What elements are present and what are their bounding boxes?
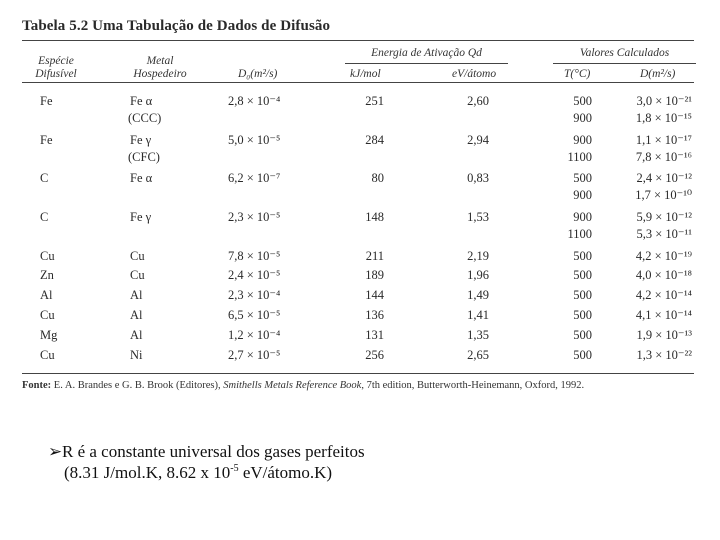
cell-ev-atomo: 2,60 (467, 94, 489, 108)
cell-ev-atomo: 1,53 (467, 210, 489, 224)
header-metal-l2: Hospedeiro (133, 68, 187, 80)
cell-metal-structure: (CCC) (128, 111, 162, 125)
cell-kj-mol: 144 (365, 288, 384, 302)
cell-diffusion: 4,2 × 10⁻¹⁴ (635, 288, 692, 302)
cell-temperature: 900 (573, 188, 592, 202)
header-especie-l2: Difusível (35, 68, 77, 80)
cell-kj-mol: 148 (365, 210, 384, 224)
cell-diffusion: 5,3 × 10⁻¹¹ (636, 227, 692, 241)
cell-diffusion: 1,1 × 10⁻¹⁷ (635, 133, 692, 147)
cell-ev-atomo: 1,35 (467, 328, 489, 342)
cell-diffusion: 1,7 × 10⁻¹⁰ (635, 188, 692, 202)
cell-especie: Cu (40, 348, 55, 362)
cell-especie: Mg (40, 328, 58, 342)
cell-kj-mol: 189 (365, 268, 384, 282)
cell-diffusion: 3,0 × 10⁻²¹ (636, 94, 692, 108)
cell-d0: 5,0 × 10⁻⁵ (228, 133, 281, 147)
cell-d0: 2,8 × 10⁻⁴ (228, 94, 281, 108)
cell-temperature: 500 (573, 348, 592, 362)
cell-metal: Cu (130, 268, 145, 282)
cell-metal: Cu (130, 249, 145, 263)
cell-ev-atomo: 2,19 (467, 249, 489, 263)
cell-ev-atomo: 1,41 (467, 308, 489, 322)
header-ev-atomo: eV/átomo (452, 68, 497, 80)
cell-metal: Fe γ (130, 210, 152, 224)
cell-temperature: 1100 (567, 150, 592, 164)
cell-ev-atomo: 2,94 (467, 133, 489, 147)
cell-especie: Cu (40, 249, 55, 263)
gas-constant-note (48, 441, 365, 483)
cell-diffusion: 1,3 × 10⁻²² (636, 348, 692, 362)
cell-especie: C (40, 210, 49, 224)
table-bottom-rule (22, 373, 694, 374)
source-label: Fonte: (22, 380, 52, 391)
source-text-a: E. A. Brandes e G. B. Brook (Editores), (51, 380, 224, 391)
cell-temperature: 500 (573, 328, 592, 342)
cell-metal: Fe α (130, 94, 153, 108)
header-metal-l1: Metal (146, 55, 174, 67)
cell-especie: Al (40, 288, 53, 302)
cell-metal: Al (130, 288, 143, 302)
cell-d0: 2,7 × 10⁻⁵ (228, 348, 281, 362)
arrow-bullet-icon: ➢ (48, 442, 63, 461)
cell-metal: Fe γ (130, 133, 152, 147)
cell-especie: Fe (40, 94, 53, 108)
cell-d0: 2,4 × 10⁻⁵ (228, 268, 281, 282)
cell-temperature: 500 (573, 308, 592, 322)
cell-especie: Fe (40, 133, 53, 147)
cell-diffusion: 4,1 × 10⁻¹⁴ (635, 308, 692, 322)
cell-especie: Zn (40, 268, 54, 282)
header-kj-mol: kJ/mol (350, 68, 381, 80)
header-especie-l1: Espécie (38, 55, 74, 67)
cell-especie: C (40, 171, 49, 185)
cell-diffusion: 1,9 × 10⁻¹³ (636, 328, 692, 342)
header-bottom-rule (22, 82, 694, 83)
cell-ev-atomo: 2,65 (467, 348, 489, 362)
note-line-2: (8.31 J/mol.K, 8.62 x $10^{-5}$ eV/átomo.K) (64, 463, 333, 482)
cell-d0: 2,3 × 10⁻⁵ (228, 210, 281, 224)
header-energia: Energia de Ativação Qd (371, 47, 482, 59)
table-source (22, 380, 584, 391)
cell-diffusion: 7,8 × 10⁻¹⁶ (635, 150, 692, 164)
cell-metal-structure: (CFC) (128, 150, 160, 164)
cell-temperature: 500 (573, 249, 592, 263)
header-valores: Valores Calculados (579, 47, 670, 59)
cell-kj-mol: 251 (365, 94, 384, 108)
cell-d0: 2,3 × 10⁻⁴ (228, 288, 281, 302)
cell-kj-mol: 80 (371, 171, 384, 185)
cell-diffusion: 5,9 × 10⁻¹² (636, 210, 692, 224)
cell-diffusion: 4,0 × 10⁻¹⁸ (635, 268, 692, 282)
cell-temperature: 500 (573, 94, 592, 108)
cell-d0: 7,8 × 10⁻⁵ (228, 249, 281, 263)
cell-metal: Ni (130, 348, 143, 362)
energy-group-rule (345, 63, 508, 64)
cell-diffusion: 1,8 × 10⁻¹⁵ (635, 111, 692, 125)
cell-ev-atomo: 0,83 (467, 171, 489, 185)
cell-temperature: 500 (573, 268, 592, 282)
cell-especie: Cu (40, 308, 55, 322)
cell-diffusion: 2,4 × 10⁻¹² (636, 171, 692, 185)
cell-d0: 6,2 × 10⁻⁷ (228, 171, 281, 185)
cell-metal: Fe α (130, 171, 153, 185)
cell-temperature: 900 (573, 210, 592, 224)
cell-metal: Al (130, 328, 143, 342)
table-title: Tabela 5.2 Uma Tabulação de Dados de Difusão (22, 18, 331, 34)
note-line-1 (48, 441, 365, 462)
cell-temperature: 900 (573, 133, 592, 147)
cell-diffusion: 4,2 × 10⁻¹⁹ (635, 249, 692, 263)
cell-ev-atomo: 1,96 (467, 268, 489, 282)
header-d0: D₀(m²/s) (238, 68, 278, 80)
cell-kj-mol: 131 (365, 328, 384, 342)
cell-d0: 1,2 × 10⁻⁴ (228, 328, 281, 342)
cell-kj-mol: 284 (365, 133, 384, 147)
cell-kj-mol: 211 (365, 249, 384, 263)
cell-metal: Al (130, 308, 143, 322)
header-t: T(°C) (564, 68, 591, 80)
cell-temperature: 500 (573, 288, 592, 302)
header-especie (22, 55, 90, 81)
cell-kj-mol: 256 (365, 348, 384, 362)
cell-temperature: 900 (573, 111, 592, 125)
source-book: Smithells Metals Reference Book (223, 380, 362, 391)
cell-ev-atomo: 1,49 (467, 288, 489, 302)
cell-kj-mol: 136 (365, 308, 384, 322)
cell-temperature: 1100 (567, 227, 592, 241)
cell-d0: 6,5 × 10⁻⁵ (228, 308, 281, 322)
values-group-rule (553, 63, 696, 64)
top-rule (22, 40, 694, 41)
header-d: D(m²/s) (640, 68, 676, 80)
note-line-1-text: R é a constante universal dos gases perfeitos (62, 442, 365, 461)
cell-temperature: 500 (573, 171, 592, 185)
header-metal (120, 55, 200, 81)
source-text-b: , 7th edition, Butterworth-Heinemann, Oxford, 1992. (361, 380, 585, 391)
